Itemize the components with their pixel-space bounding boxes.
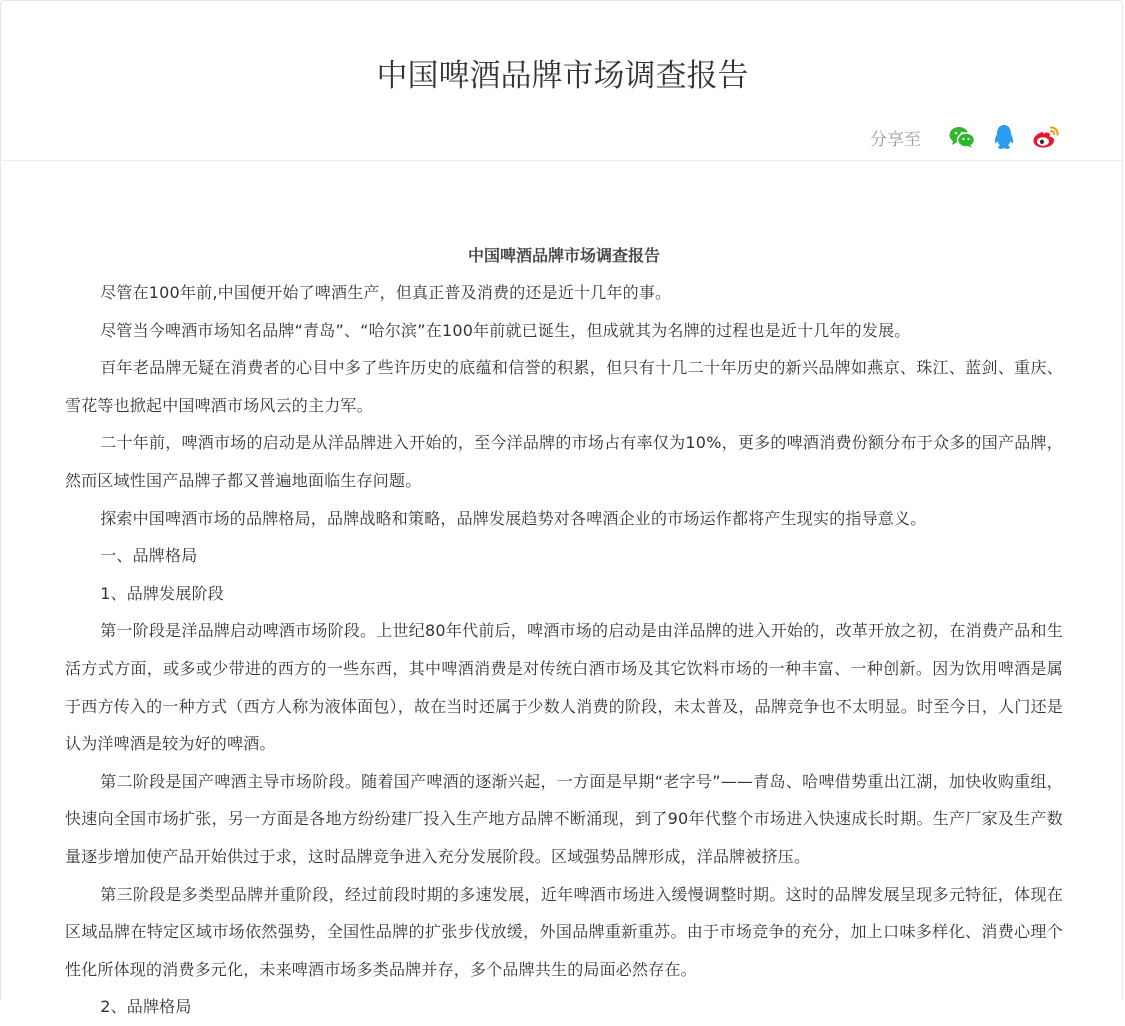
paragraph: 探索中国啤酒市场的品牌格局，品牌战略和策略，品牌发展趋势对各啤酒企业的市场运作都将产生现实的指导意义。	[100, 508, 927, 528]
section-heading: 一、品牌格局	[100, 546, 198, 566]
share-wechat-button[interactable]	[947, 122, 977, 152]
subsection-heading: 1、品牌发展阶段	[100, 583, 224, 603]
page-title: 中国啤酒品牌市场调查报告	[376, 58, 749, 94]
share-weibo-button[interactable]	[1031, 122, 1061, 152]
subsection-heading: 2、品牌格局	[100, 997, 192, 1017]
share-label: 分享至	[870, 129, 921, 150]
share-qq-button[interactable]	[989, 122, 1019, 152]
wechat-icon	[949, 126, 975, 148]
paragraph: 第三阶段是多类型品牌并重阶段，经过前段时期的多速发展，近年啤酒市场进入缓慢调整时期。这时的品牌发展呈现多元特征，体现在区域品牌在特定区域市场依然强势，全国性品牌的扩张步伐放缓，外国品牌重新重苏。由于市场竞争的充分，加上口味多样化、消费心理个性化所体现的消费多元化，未来啤酒市场多类品牌并存，多个品牌共生的局面必然存在。	[65, 884, 1063, 979]
share-bar	[870, 120, 1061, 154]
paragraph: 第一阶段是洋品牌启动啤酒市场阶段。上世纪80年代前后，啤酒市场的启动是由洋品牌的进入开始的，改革开放之初，在消费产品和生活方式方面，或多或少带进的西方的一些东西，其中啤酒消费是对传统白酒市场及其它饮料市场的一种丰富、一种创新。因为饮用啤酒是属于西方传入的一种方式（西方人称为液体面包），故在当时还属于少数人消费的阶段，未太普及，品牌竞争也不太明显。时至今日，人门还是认为洋啤酒是较为好的啤酒。	[65, 621, 1063, 754]
qq-icon	[993, 124, 1015, 150]
paragraph: 第二阶段是国产啤酒主导市场阶段。随着国产啤酒的逐渐兴起，一方面是早期“老字号”——青岛、哈啤借势重出江湖，加快收购重组，快速向全国市场扩张，另一方面是各地方纷纷建厂投入生产地方品牌不断涌现，到了90年代整个市场进入快速成长时期。生产厂家及生产数量逐步增加使产品开始供过于求，这时品牌竞争进入充分发展阶段。区域强势品牌形成，洋品牌被挤压。	[65, 771, 1063, 866]
paragraph: 尽管在100年前,中国便开始了啤酒生产，但真正普及消费的还是近十几年的事。	[100, 283, 672, 302]
paragraph: 尽管当今啤酒市场知名品牌“青岛”、“哈尔滨”在100年前就已诞生，但成就其为名牌的过程也是近十几年的发展。	[100, 320, 911, 340]
paragraph: 百年老品牌无疑在消费者的心目中多了些许历史的底蕴和信誉的积累，但只有十几二十年历史的新兴品牌如燕京、珠江、蓝剑、重庆、雪花等也掀起中国啤酒市场风云的主力军。	[65, 358, 1063, 415]
article-title: 中国啤酒品牌市场调查报告	[467, 246, 660, 265]
paragraph: 二十年前，啤酒市场的启动是从洋品牌进入开始的，至今洋品牌的市场占有率仅为10%，更多的啤酒消费份额分布于众多的国产品牌，然而区域性国产品牌子都又普遍地面临生存问题。	[65, 433, 1063, 490]
weibo-icon	[1032, 125, 1060, 149]
article-body	[65, 237, 1063, 1026]
page-header	[2, 2, 1123, 161]
